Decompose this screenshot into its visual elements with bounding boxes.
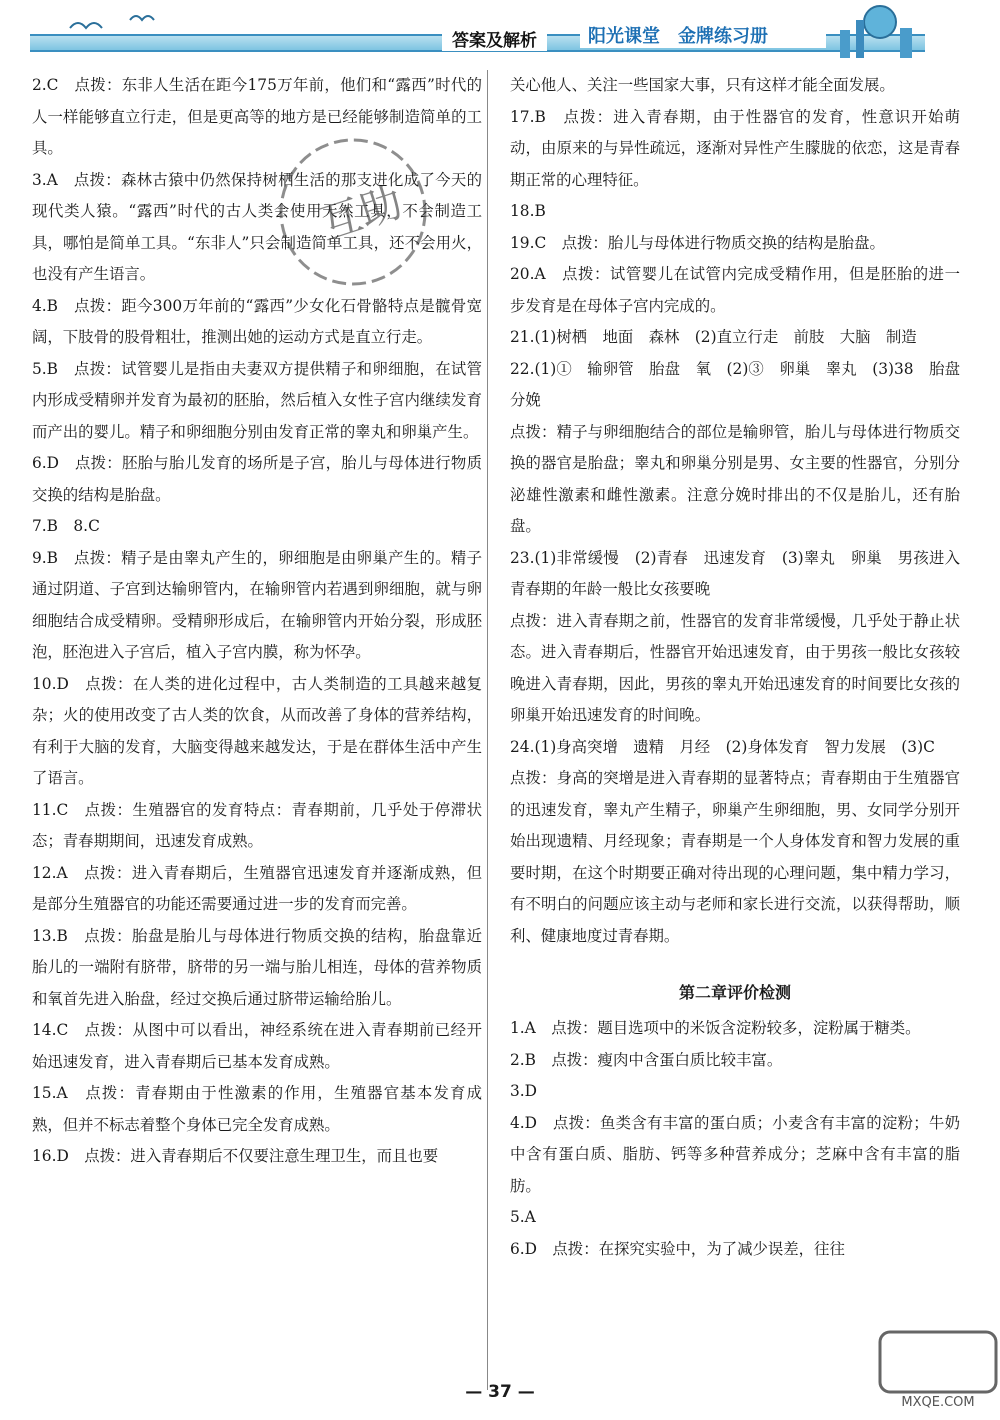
answer-item: 关心他人、关注一些国家大事，只有这样才能全面发展。 (510, 76, 895, 94)
answer-item: 4.B 点拨：距今300万年前的“露西”少女化石骨骼特点是髋骨宽阔，下肢骨的股骨粗壮，推测出她的运动方式是直立行走。 (32, 296, 482, 346)
answer-item: 4.D 点拨：鱼类含有丰富的蛋白质；小麦含有丰富的淀粉；牛奶中含有蛋白质、脂肪、钙等多种营养成分；芝麻中含有丰富的脂肪。 (510, 1113, 960, 1195)
stamp-icon (258, 122, 478, 322)
answer-item: 15.A 点拨：青春期由于性激素的作用，生殖器官基本发育成熟，但并不标志着整个身体已完全发育成熟。 (32, 1084, 482, 1134)
answer-note: 点拨：身高的突增是进入青春期的显著特点；青春期由于生殖器官的迅速发育，睾丸产生精子，卵巢产生卵细胞，男、女同学分别开始出现遗精、月经现象；青春期是一个人身体发育和智力发展的重要时期，在这个时期要正确对待出现的心理问题，集中精力学习，有不明白的问题应该主动与老师和家长进行交流，以获得帮助，顺利、健康地度过青春期。 (510, 769, 960, 945)
answer-item: 10.D 点拨：在人类的进化过程中，古人类制造的工具越来越复杂；火的使用改变了古人类的饮食，从而改善了身体的营养结构，有利于大脑的发育，大脑变得越来越发达，于是在群体生活中产生了语言。 (32, 674, 482, 787)
answer-item: 23.(1)非常缓慢 (2)青春 迅速发育 (3)睾丸 卵巢 男孩进入青春期的年龄一般比女孩要晚 (510, 548, 960, 598)
answer-item: 5.B 点拨：试管婴儿是指由夫妻双方提供精子和卵细胞，在试管内形成受精卵并发育为最初的胚胎，然后植入女性子宫内继续发育而产出的婴儿。精子和卵细胞分别由发育正常的睾丸和卵巢产生。 (32, 359, 482, 441)
answer-item: 3.D (510, 1082, 538, 1100)
header-brand: 阳光课堂 金牌练习册 (580, 22, 826, 48)
answer-item: 2.C 点拨：东非人生活在距今175万年前，他们和“露西”时代的人一样能够直立行走，但是更高等的地方是已经能够制造简单的工具。 (32, 76, 482, 157)
svg-text:互助: 互助 (313, 176, 409, 250)
answer-item: 16.D 点拨：进入青春期后不仅要注意生理卫生，而且也要 (32, 1147, 439, 1165)
answer-item: 20.A 点拨：试管婴儿在试管内完成受精作用，但是胚胎的进一步发育是在母体子宫内完成的。 (510, 265, 960, 315)
answer-item: 22.(1)① 输卵管 胎盘 氧 (2)③ 卵巢 睾丸 (3)38 胎盘 分娩 (510, 359, 976, 409)
answer-item: 14.C 点拨：从图中可以看出，神经系统在进入青春期前已经开始迅速发育，进入青春期后已基本发育成熟。 (32, 1021, 482, 1071)
answer-item: 7.B 8.C (32, 517, 100, 535)
answer-item: 11.C 点拨：生殖器官的发育特点：青春期前，几乎处于停滞状态；青春期期间，迅速发育成熟。 (32, 800, 482, 850)
svg-text:MXQE.COM: MXQE.COM (901, 1395, 975, 1410)
answer-item: 19.C 点拨：胎儿与母体进行物质交换的结构是胎盘。 (510, 233, 885, 252)
answer-note: 点拨：进入青春期之前，性器官的发育非常缓慢，几乎处于静止状态。进入青春期后，性器官开始迅速发育，由于男孩一般比女孩较晚进入青春期，因此，男孩的睾丸开始迅速发育的时间要比女孩的卵巢开始迅速发育的时间晚。 (510, 611, 960, 724)
answer-item: 3.A 点拨：森林古猿中仍然保持树栖生活的那支进化成了今天的现代类人猿。“露西”时代的古人类会使用天然工具，不会制造工具，哪怕是简单工具。“东非人”只会制造简单工具，还不会用火，也没有产生语言。 (32, 170, 482, 283)
section-title: 第二章评价检测 (678, 983, 791, 1002)
answer-item: 1.A 点拨：题目选项中的米饭含淀粉较多，淀粉属于糖类。 (510, 1019, 921, 1037)
answer-item: 2.B 点拨：瘦肉中含蛋白质比较丰富。 (510, 1050, 783, 1069)
answer-item: 13.B 点拨：胎盘是胎儿与母体进行物质交换的结构，胎盘靠近胎儿的一端附有脐带，脐带的另一端与胎儿相连，母体的营养物质和氧首先进入胎盘，经过交换后通过脐带运输给胎儿。 (32, 926, 482, 1008)
page-header (0, 0, 1000, 62)
answer-item: 5.A (510, 1208, 536, 1226)
right-column (510, 70, 976, 1265)
page-number: — 37 — (465, 1382, 535, 1402)
answer-item: 6.D 点拨：在探究实验中，为了减少误差，往往 (510, 1239, 845, 1258)
answer-item: 18.B (510, 202, 546, 220)
answer-item: 6.D 点拨：胚胎与胎儿发育的场所是子宫，胎儿与母体进行物质交换的结构是胎盘。 (32, 454, 482, 504)
header-title: 答案及解析 (442, 26, 547, 51)
answer-item: 12.A 点拨：进入青春期后，生殖器官迅速发育并逐渐成熟，但是部分生殖器官的功能还需要通过进一步的发育而完善。 (32, 863, 482, 913)
city-decoration-icon (820, 0, 930, 60)
answer-item: 9.B 点拨：精子是由睾丸产生的，卵细胞是由卵巢产生的。精子通过阴道、子宫到达输卵管内，在输卵管内若遇到卵细胞，就与卵细胞结合成受精卵。受精卵形成后，在输卵管内开始分裂，形成胚泡，胚泡进入子宫后，植入子宫内膜，称为怀孕。 (32, 548, 482, 661)
answer-item: 24.(1)身高突增 遗精 月经 (2)身体发育 智力发展 (3)C (510, 737, 935, 756)
column-divider (487, 70, 488, 1390)
answer-item: 21.(1)树栖 地面 森林 (2)直立行走 前肢 大脑 制造 (510, 328, 917, 346)
answer-note: 点拨：精子与卵细胞结合的部位是输卵管，胎儿与母体进行物质交换的器官是胎盘；睾丸和卵巢分别是男、女主要的性器官，分别分泌雄性激素和雌性激素。注意分娩时排出的不仅是胎儿，还有胎盘。 (510, 422, 960, 535)
answer-item: 17.B 点拨：进入青春期，由于性器官的发育，性意识开始萌动，由原来的与异性疏远，逐渐对异性产生朦胧的依恋，这是青春期正常的心理特征。 (510, 107, 960, 189)
